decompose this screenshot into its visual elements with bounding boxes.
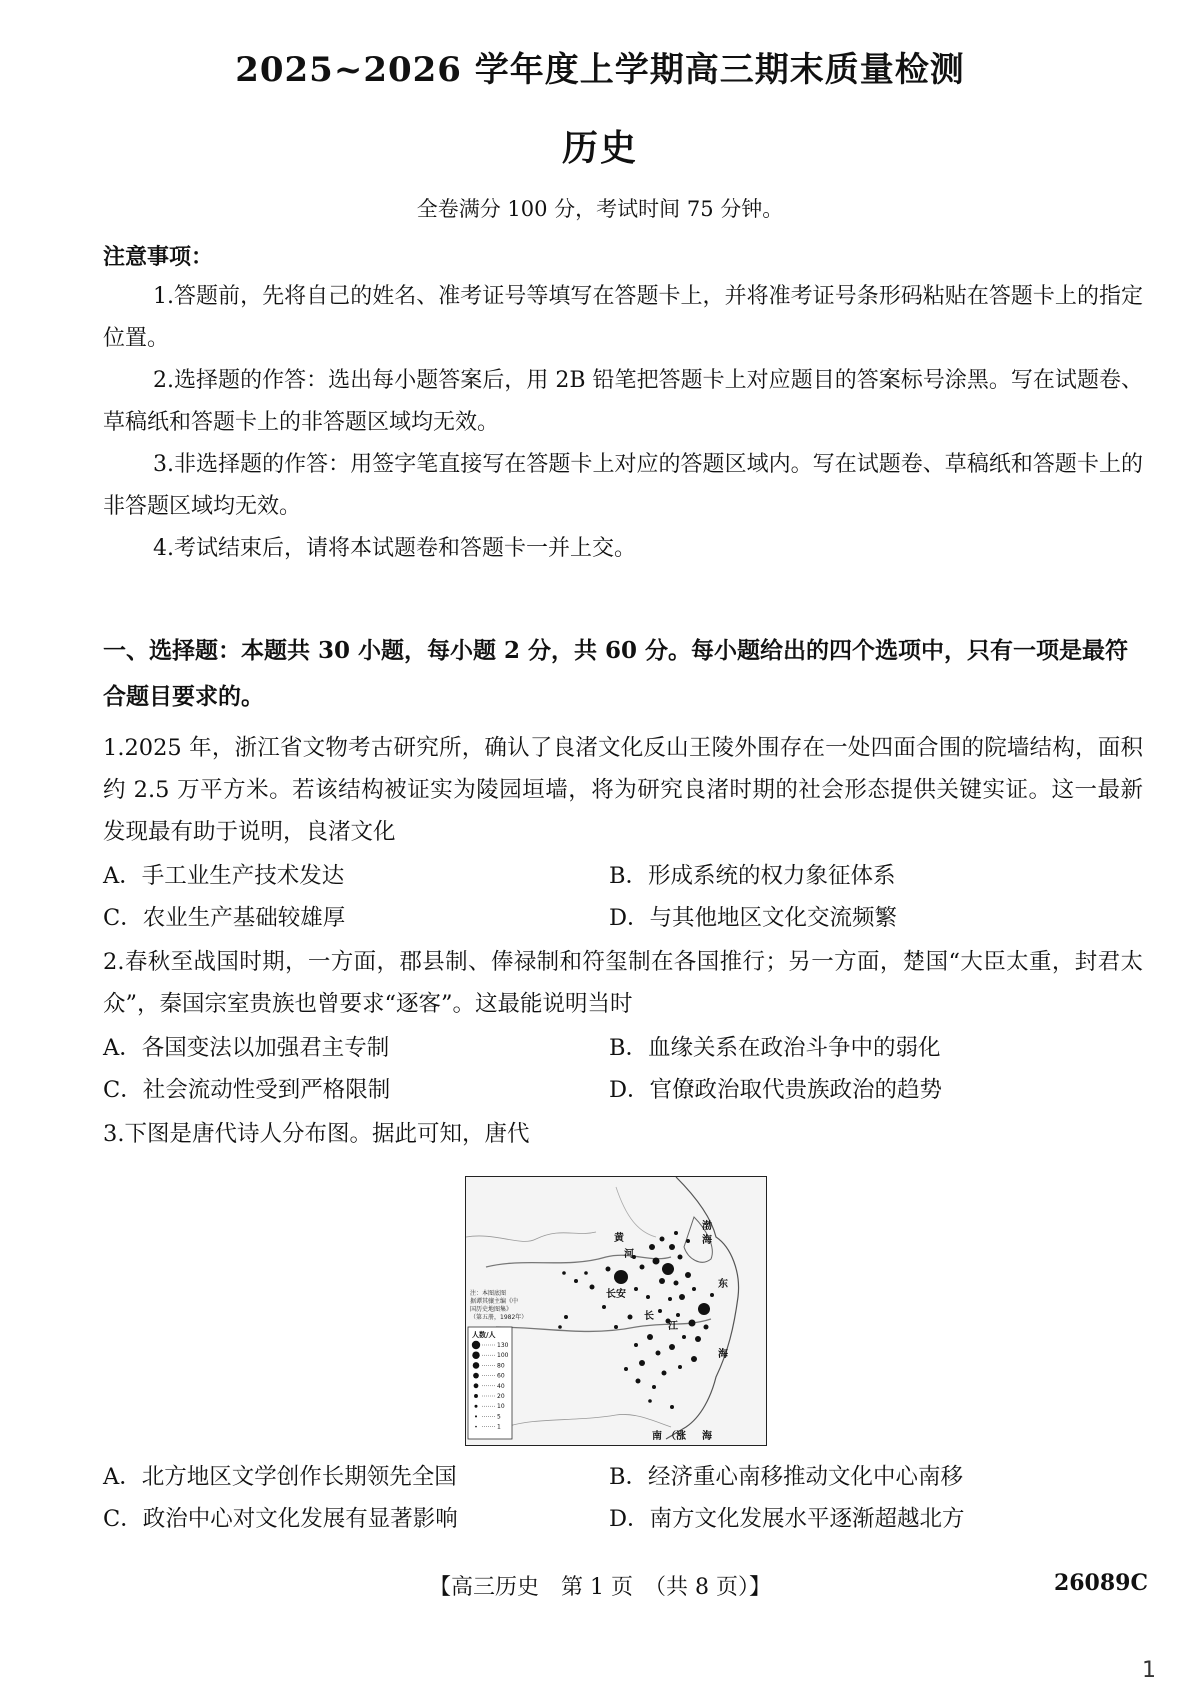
exam-meta: 全卷满分 100 分，考试时间 75 分钟。 [416, 197, 784, 221]
question-1-options-row-2 [103, 900, 1143, 940]
tang-poets-map [465, 1176, 767, 1446]
legend-dot-2 [472, 1351, 480, 1359]
scan-page-number: 1 [1142, 1658, 1156, 1683]
legend-value-8: 5 [497, 1413, 501, 1421]
map-note [470, 1289, 527, 1321]
northern-border-line [466, 1232, 596, 1241]
question-3-option-b: B．经济重心南移推动文化中心南移 [609, 1464, 964, 1490]
map-legend-title: 人数/人 [472, 1331, 496, 1339]
map-note-line-4: （第五册，1982年） [470, 1314, 528, 1321]
legend-dot-3 [473, 1362, 480, 1369]
legend-dot-8 [475, 1415, 477, 1417]
map-label-changan: 长安 [606, 1289, 626, 1300]
notice-item-4: 4.考试结束后，请将本试题卷和答题卡一并上交。 [153, 536, 636, 561]
legend-dot-4 [473, 1373, 479, 1379]
question-2-stem: 2.春秋至战国时期，一方面，郡县制、俸禄制和符玺制在各国推行；另一方面，楚国“大臣太重，封君太众”，秦国宗室贵族也曾要求“逐客”。这最能说明当时 [103, 949, 1143, 1017]
legend-value-4: 60 [497, 1372, 505, 1380]
map-figure [466, 1177, 766, 1445]
footer-exam-code: 26089C [1053, 1570, 1148, 1596]
question-2-options-row-1 [103, 1030, 1143, 1070]
question-2-option-b: B．血缘关系在政治斗争中的弱化 [609, 1035, 941, 1061]
question-3-stem: 3.下图是唐代诗人分布图。据此可知，唐代 [103, 1121, 530, 1147]
question-1-option-b: B．形成系统的权力象征体系 [609, 863, 896, 889]
northeast-border-line [616, 1187, 656, 1237]
legend-dot-9 [475, 1426, 477, 1428]
map-label-hai-1: 海 [702, 1235, 712, 1246]
map-note-line-3: 国历史地图集》 [470, 1306, 513, 1313]
map-note-line-2: 据谭其骧主编《中 [470, 1298, 519, 1305]
map-label-chang: 长 [644, 1311, 654, 1322]
map-label-huang: 黄 [614, 1233, 624, 1244]
yangtze-river-line [496, 1319, 711, 1331]
southern-border-line [506, 1414, 671, 1427]
map-label-he: 河 [624, 1249, 634, 1260]
changan-dot [614, 1270, 628, 1284]
map-label-jiang: 江 [668, 1321, 678, 1332]
map-label-dong: 东 [718, 1279, 728, 1290]
yangzhou-dot [698, 1303, 710, 1315]
map-label-bo: 渤 [702, 1221, 712, 1232]
question-1-stem: 1.2025 年，浙江省文物考古研究所，确认了良渚文化反山王陵外围存在一处四面合围的院墙结构，面积约 2.5 万平方米。若该结构被证实为陵园垣墙，将为研究良渚时期的社会形态提供关键实证。这一最新发现最有助于说明，良渚文化 [103, 735, 1143, 845]
question-3-option-d: D．南方文化发展水平逐渐超越北方 [609, 1506, 965, 1532]
question-3-option-a: A．北方地区文学创作长期领先全国 [103, 1464, 457, 1490]
legend-value-1: 130 [497, 1342, 509, 1349]
map-label-nanhai-paren: （涨 [666, 1431, 686, 1442]
question-1-option-d: D．与其他地区文化交流频繁 [609, 905, 898, 931]
question-3-options-row-2 [103, 1501, 1143, 1541]
map-note-line-1: 注：本图底图 [470, 1290, 507, 1297]
legend-value-9: 1 [497, 1423, 501, 1431]
question-2-options-row-2 [103, 1072, 1143, 1112]
legend-value-3: 80 [497, 1362, 505, 1370]
question-2-option-d: D．官僚政治取代贵族政治的趋势 [609, 1077, 943, 1103]
legend-dot-7 [475, 1405, 478, 1408]
footer-page-info: 【高三历史 第 1 页 （共 8 页）】 [429, 1575, 771, 1600]
legend-value-7: 10 [497, 1403, 505, 1411]
question-3-option-c: C．政治中心对文化发展有显著影响 [103, 1506, 458, 1532]
legend-dot-6 [474, 1394, 478, 1398]
section-heading: 一、选择题：本题共 30 小题，每小题 2 分，共 60 分。每小题给出的四个选项中，只有一项是最符合题目要求的。 [103, 637, 1129, 710]
map-label-hai-2: 海 [718, 1349, 728, 1360]
question-3-options-row-1 [103, 1459, 1143, 1499]
question-2-option-a: A．各国变法以加强君主专制 [103, 1035, 390, 1061]
question-2-option-c: C．社会流动性受到严格限制 [103, 1077, 391, 1103]
legend-dot-5 [474, 1383, 479, 1388]
subject-title: 历史 [561, 127, 638, 169]
exam-title: 2025~2026 学年度上学期高三期末质量检测 [235, 50, 965, 90]
legend-value-5: 40 [497, 1382, 505, 1390]
legend-value-6: 20 [497, 1393, 505, 1400]
notice-item-1: 1.答题前，先将自己的姓名、准考证号等填写在答题卡上，并将准考证号条形码粘贴在答题卡上的指定位置。 [103, 284, 1143, 351]
notice-item-2: 2.选择题的作答：选出每小题答案后，用 2B 铅笔把答题卡上对应题目的答案标号涂黑。写在试题卷、草稿纸和答题卡上的非答题区域均无效。 [103, 368, 1143, 435]
legend-dot-1 [472, 1341, 480, 1349]
question-1-option-a: A．手工业生产技术发达 [103, 863, 345, 889]
question-1-options-row-1 [103, 858, 1143, 898]
map-label-hai-3: 海 [702, 1431, 712, 1442]
map-label-nan: 南 [652, 1431, 662, 1442]
notice-item-3: 3.非选择题的作答：用签字笔直接写在答题卡上对应的答题区域内。写在试题卷、草稿纸和答题卡上的非答题区域均无效。 [103, 452, 1143, 519]
legend-value-2: 100 [497, 1352, 509, 1360]
question-1-option-c: C．农业生产基础较雄厚 [103, 905, 346, 931]
luoyang-dot [662, 1263, 674, 1275]
notice-title: 注意事项： [103, 244, 214, 270]
